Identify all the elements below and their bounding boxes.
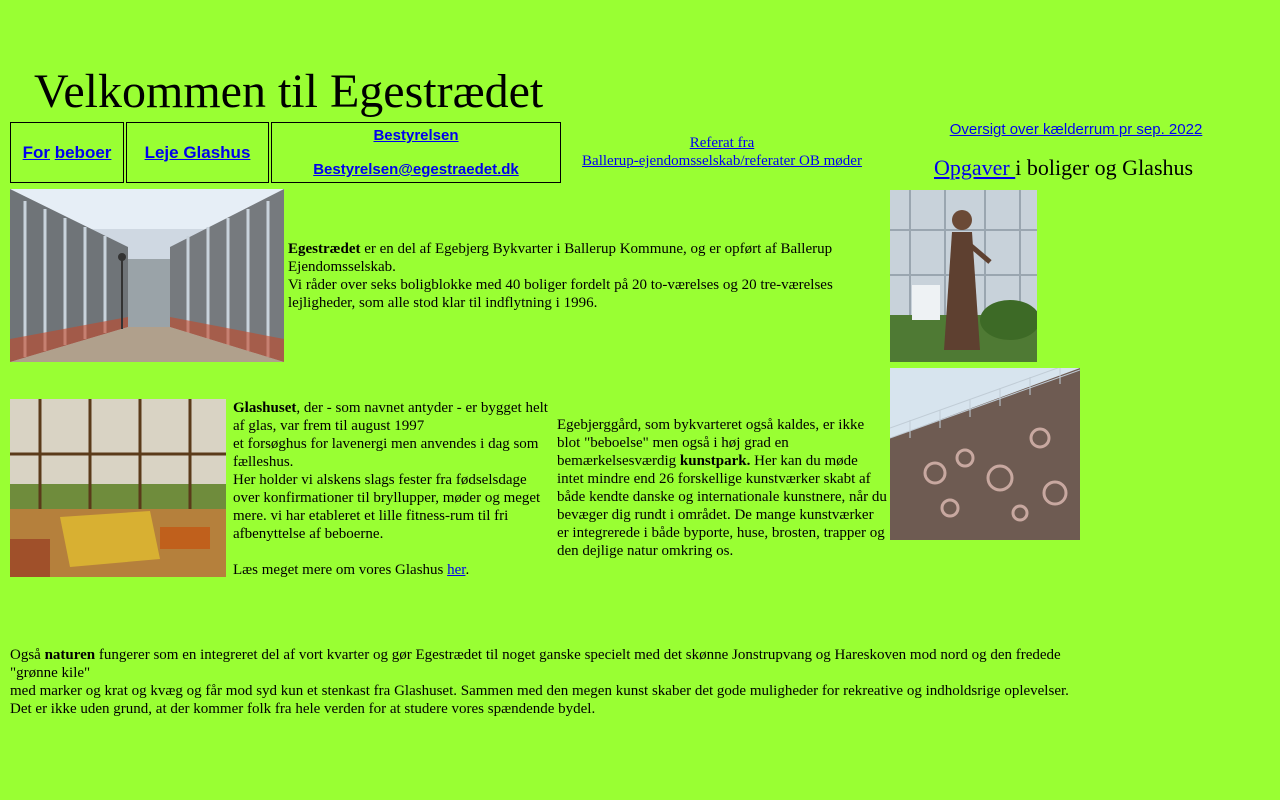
referat-block <box>566 134 878 170</box>
opgaver-rest-text: i boliger og Glashus <box>1015 155 1194 180</box>
glashus-interior-photo <box>10 399 226 577</box>
kaelderrum-block <box>900 121 1252 138</box>
kaelderrum-link[interactable]: Oversigt over kælderrum pr sep. 2022 <box>949 121 1203 138</box>
natur-paragraph: Også naturen fungerer som en integreret del af vort kvarter og gør Egestrædet til noget ganske specielt med det skønne Jonstrupvang og Hareskoven mod nord og den fredede "grønne kile" med marker og krat og kvæg og får mod syd kun et stenkast fra Glashuset. Sammen med den megen kunst skaber det gode muligheder for rekreative og indholdsrige oplevelser. Det er ikke uden grund, at der kommer folk fra hele verden for at studere vores spændende bydel. <box>10 647 1069 717</box>
glashus-her-link[interactable]: her <box>447 562 466 578</box>
opgaver-link[interactable]: Opgaver <box>934 155 1016 180</box>
glashus-paragraph: Glashuset, der - som navnet antyder - er bygget helt af glas, var frem til august 1997 et forsøghus for lavenergi men anvendes i dag som fælleshus. Her holder vi alskens slags fester fra fødselsdage over konfirmationer til bryllupper, møder og meget mere. vi har etableret et lille fitness-rum til fri afbenyttelse af beboerne. Læs meget mere om vores Glashus her. <box>233 400 548 578</box>
nav-bestyrelsen-cell <box>271 122 561 183</box>
kunstpark-paragraph: Egebjerggård, som bykvarteret også kaldes, er ikke blot "beboelse" men også i høj grad en bemærkelsesværdig kunstpark. Her kan du møde intet mindre end 26 forskellige kunstværker skabt af både kendte danske og internationale kunstnere, når du bevæger dig rundt i området. De mange kunstværker er integrerede i både byporte, huse, brosten, trapper og den dejlige natur omkring os. <box>557 417 887 559</box>
referat-link[interactable]: Referat fra Ballerup-ejendomsselskab/referater OB møder <box>582 135 862 169</box>
opgaver-line <box>934 155 1193 181</box>
page-title: Velkommen til Egestrædet <box>34 65 544 118</box>
art-wall-photo <box>890 368 1080 540</box>
nav-for-link[interactable]: For <box>22 142 50 162</box>
intro-paragraph: Egestrædet er en del af Egebjerg Bykvarter i Ballerup Kommune, og er opført af Ballerup Ejendomsselskab. Vi råder over seks boligblokke med 40 boliger fordelt på 20 to-værelses og 20 tre-værelses lejligheder, som alle stod klar til indflytning i 1996. <box>288 241 833 311</box>
nav-leje-glashus-cell <box>126 122 269 183</box>
nav-bestyrelsen-email-link[interactable]: Bestyrelsen@egestraedet.dk <box>313 161 519 178</box>
nav-beboer-link[interactable]: beboer <box>54 142 112 162</box>
nav-leje-glashus-link[interactable]: Leje Glashus <box>144 142 251 162</box>
nav-table <box>8 120 563 185</box>
nav-bestyrelsen-link[interactable]: Bestyrelsen <box>373 127 459 144</box>
nav-for-beboer-cell <box>10 122 124 183</box>
housing-block-photo <box>10 189 284 362</box>
statue-photo <box>890 190 1037 362</box>
